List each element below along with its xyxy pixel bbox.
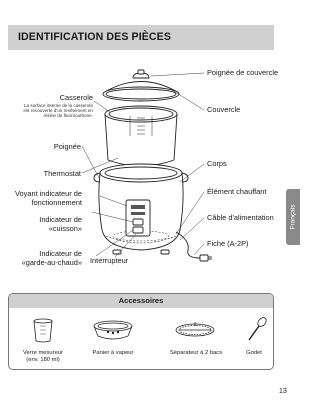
label-poignee: Poignée — [53, 142, 81, 151]
accessory-steamer-label: Panier à vapeur — [92, 350, 134, 356]
page-title: IDENTIFICATION DES PIÈCES — [8, 25, 274, 50]
lid-shape — [103, 82, 179, 102]
cooker-body-shape — [94, 164, 212, 261]
label-corps: Corps — [207, 159, 227, 168]
accessory-spoon-label: Godet — [246, 350, 262, 356]
label-element-chauffant: Élément chauffant — [207, 187, 267, 196]
accessory-separator-label: Séparateur à 2 bacs — [169, 350, 223, 356]
label-cuisson-line-2: «cuisson» — [48, 224, 82, 233]
label-thermostat: Thermostat — [43, 169, 81, 178]
label-garde-line-1: Indicateur de — [39, 249, 82, 258]
rice-paddle-icon — [249, 316, 268, 340]
tray-separator-icon — [176, 322, 214, 336]
label-fiche: Fiche (A-2P) — [207, 239, 249, 248]
accessory-cup-label-line-1: Verre mesureur — [23, 350, 63, 356]
measuring-cup-icon — [34, 319, 52, 342]
accessory-cup-label-line-2: (env. 180 ml) — [26, 357, 60, 363]
casserole-note-line-2: est recouverte d'un revêtement en — [23, 108, 93, 113]
casserole-note-line-1: La surface interne de la casserole — [24, 103, 93, 108]
label-cable: Câble d'alimentation — [207, 213, 274, 222]
label-garde-line-2: «garde-au-chaud» — [21, 258, 82, 267]
label-voyant-line-2: fonctionnement — [31, 198, 82, 207]
label-couvercle: Couvercle — [207, 105, 241, 114]
accessories-header: Accessoires — [9, 294, 273, 308]
label-voyant-line-1: Voyant indicateur de — [15, 189, 82, 198]
lid-handle-shape — [133, 70, 149, 78]
label-casserole: Casserole — [59, 93, 93, 102]
inner-pot-shape — [105, 106, 177, 166]
accessories-illustrations — [9, 308, 274, 348]
label-poignee-couvercle: Poignée de couvercle — [207, 68, 279, 77]
label-cuisson-line-1: Indicateur de — [39, 215, 82, 224]
label-interrupteur: Interrupteur — [90, 256, 129, 265]
accessories-box — [8, 293, 274, 370]
steam-basket-icon — [94, 321, 132, 339]
page-number: 13 — [279, 388, 287, 395]
language-tab-label: Français — [289, 204, 297, 230]
casserole-note-line-3: résine de fluorocarbone. — [43, 113, 93, 118]
